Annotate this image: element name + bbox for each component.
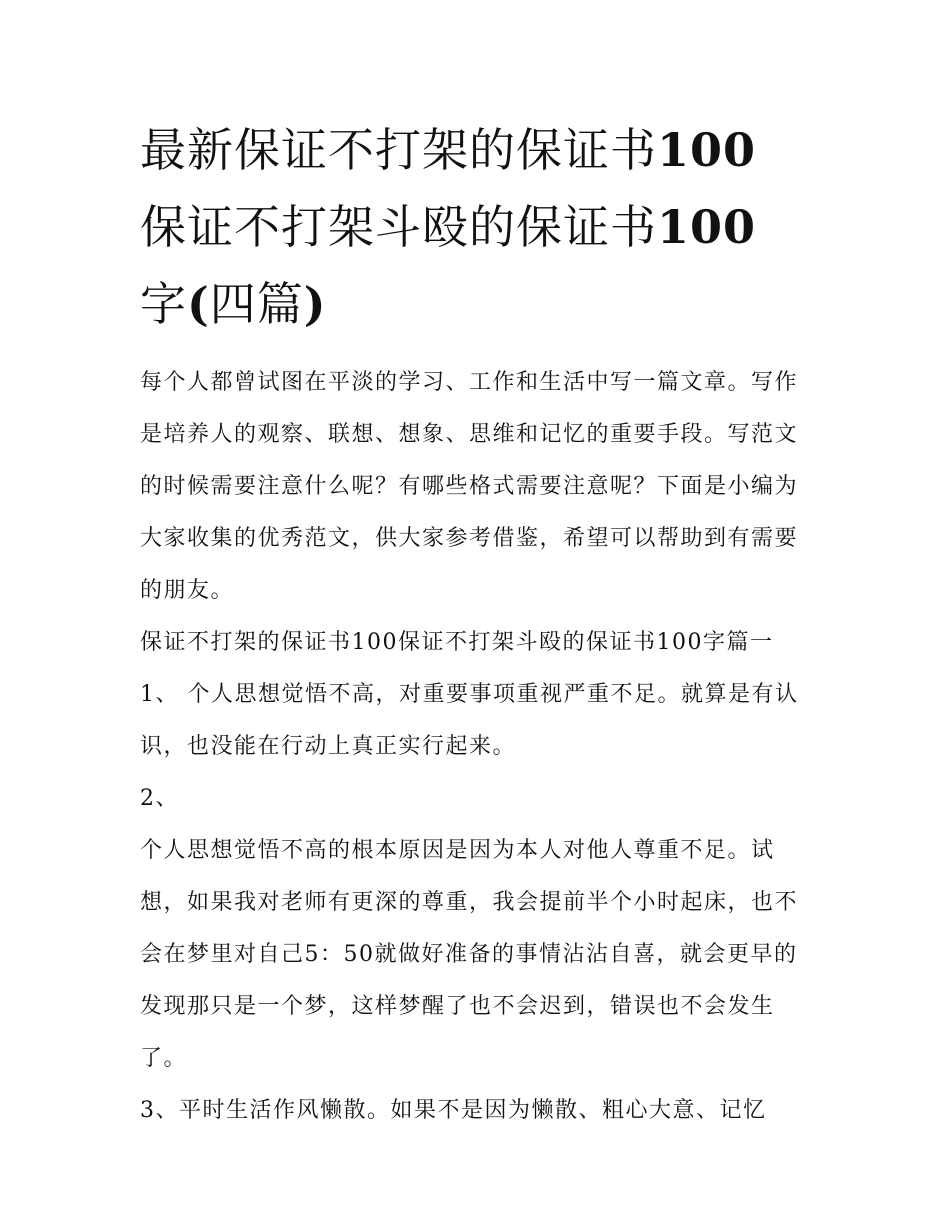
document-title (140, 112, 820, 343)
section-heading: 保证不打架的保证书100保证不打架斗殴的保证书100字篇一 (140, 630, 774, 655)
body-paragraph-1: 1、 个人思想觉悟不高，对重要事项重视严重不足。就算是有认识，也没能在行动上真正实行起来。 (140, 682, 799, 759)
title-line-2: 保证不打架斗殴的保证书100 (140, 200, 757, 254)
title-line-1: 最新保证不打架的保证书100 (140, 123, 757, 177)
title-line-3: 字(四篇) (140, 277, 327, 331)
intro-paragraph: 每个人都曾试图在平淡的学习、工作和生活中写一篇文章。写作是培养人的观察、联想、想象、思维和记忆的重要手段。写范文的时候需要注意什么呢？有哪些格式需要注意呢？下面是小编为大家收集的优秀范文，供大家参考借鉴，希望可以帮助到有需要的朋友。 (140, 370, 799, 603)
body-paragraph-4: 3、平时生活作风懒散。如果不是因为懒散、粗心大意、记忆 (140, 1098, 767, 1123)
body-paragraph-2: 2、 (140, 786, 179, 811)
document-content (140, 112, 820, 1137)
body-paragraph-3: 个人思想觉悟不高的根本原因是因为本人对他人尊重不足。试想，如果我对老师有更深的尊重，我会提前半个小时起床，也不会在梦里对自己5：50就做好准备的事情沾沾自喜，就会更早的发现那只是一个梦，这样梦醒了也不会迟到，错误也不会发生了。 (140, 838, 799, 1071)
